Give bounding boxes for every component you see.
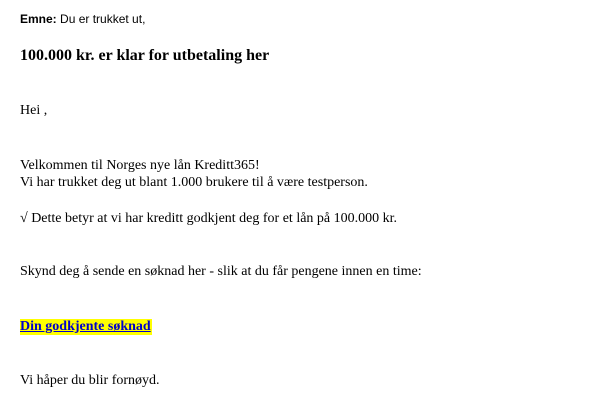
email-headline: 100.000 kr. er klar for utbetaling her	[20, 47, 270, 64]
subject-label: Emne:	[20, 12, 57, 26]
email-subject-line	[20, 11, 145, 27]
link-highlight	[20, 319, 152, 335]
link-container	[20, 318, 152, 335]
approval-text: Dette betyr at vi har kreditt godkjent deg for et lån på 100.000 kr.	[31, 211, 398, 226]
approved-application-link[interactable]: Din godkjente søknad	[20, 319, 151, 334]
call-to-action-text: Skynd deg å sende en søknad her - slik at du får pengene innen en time:	[20, 264, 422, 279]
email-closing: Vi håper du blir fornøyd.	[20, 373, 160, 388]
intro-line-1: Velkommen til Norges nye lån Kreditt365!	[20, 158, 260, 173]
approval-line	[20, 210, 397, 227]
intro-line-2: Vi har trukket deg ut blant 1.000 brukere til å være testperson.	[20, 175, 368, 190]
subject-value: Du er trukket ut,	[60, 12, 146, 26]
check-mark-icon: √	[20, 211, 28, 226]
email-greeting: Hei ,	[20, 103, 48, 118]
